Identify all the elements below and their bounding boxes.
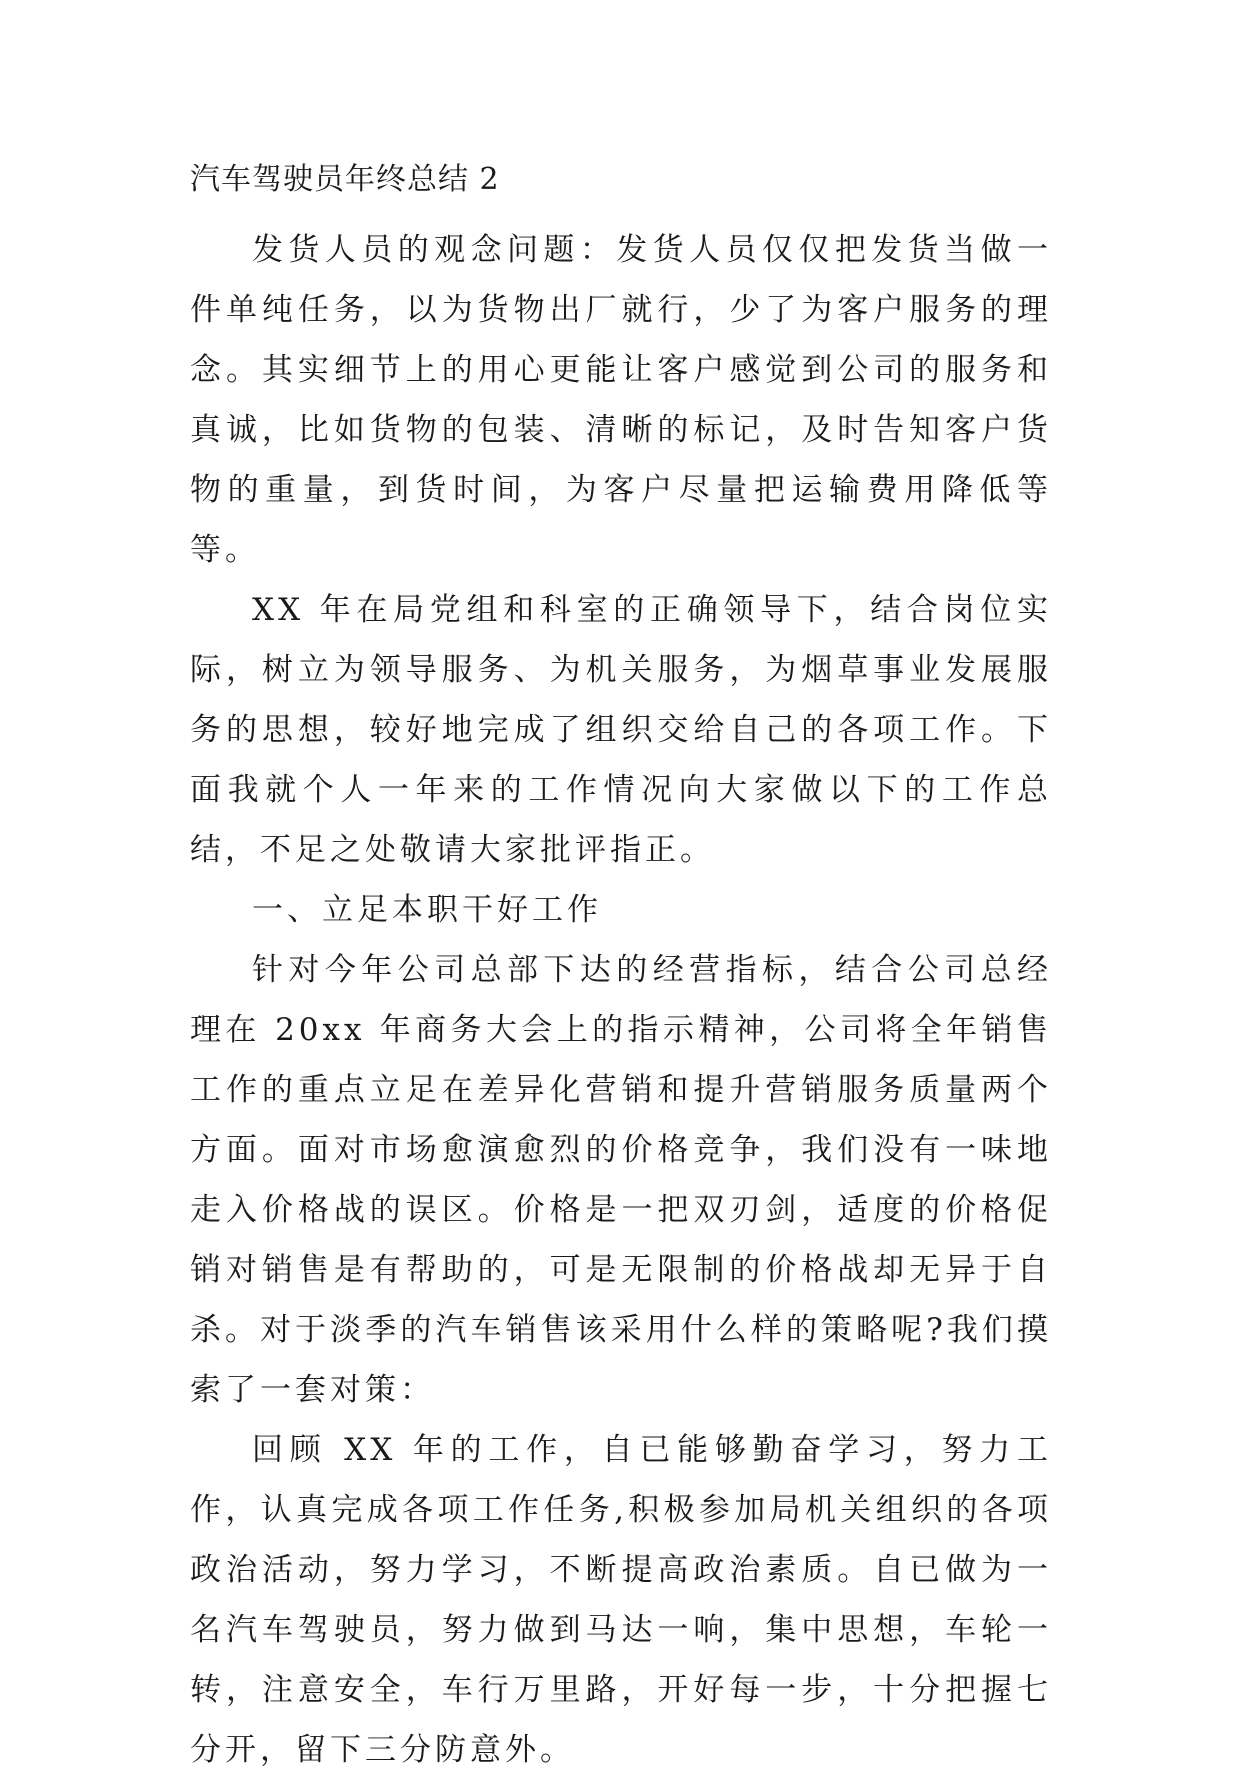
document-body bbox=[190, 160, 1052, 1780]
paragraph-year-review: XX 年在局党组和科室的正确领导下，结合岗位实际，树立为领导服务、为机关服务，为烟草事业发展服务的思想，较好地完成了组织交给自己的各项工作。下面我就个人一年来的工作情况向大家做以下的工作总结，不足之处敬请大家批评指正。 bbox=[190, 592, 1052, 868]
paragraph-shipping-staff: 发货人员的观念问题：发货人员仅仅把发货当做一件单纯任务，以为货物出厂就行，少了为客户服务的理念。其实细节上的用心更能让客户感觉到公司的服务和真诚，比如货物的包装、清晰的标记，及时告知客户货物的重量，到货时间，为客户尽量把运输费用降低等等。 bbox=[190, 232, 1052, 568]
document-title: 汽车驾驶员年终总结 2 bbox=[190, 162, 500, 197]
paragraph-sales-strategy: 针对今年公司总部下达的经营指标，结合公司总经理在 20xx 年商务大会上的指示精神，公司将全年销售工作的重点立足在差异化营销和提升营销服务质量两个方面。面对市场愈演愈烈的价格竞争，我们没有一味地走入价格战的误区。价格是一把双刃剑，适度的价格促销对销售是有帮助的，可是无限制的价格战却无异于自杀。对于淡季的汽车销售该采用什么样的策略呢?我们摸索了一套对策： bbox=[190, 952, 1052, 1408]
paragraph-driver-work: 回顾 XX 年的工作，自已能够勤奋学习，努力工作，认真完成各项工作任务,积极参加局机关组织的各项政治活动，努力学习，不断提高政治素质。自已做为一名汽车驾驶员，努力做到马达一响，集中思想，车轮一转，注意安全，车行万里路，开好每一步，十分把握七分开，留下三分防意外。 bbox=[190, 1432, 1052, 1768]
section-heading-one: 一、立足本职干好工作 bbox=[252, 892, 602, 928]
